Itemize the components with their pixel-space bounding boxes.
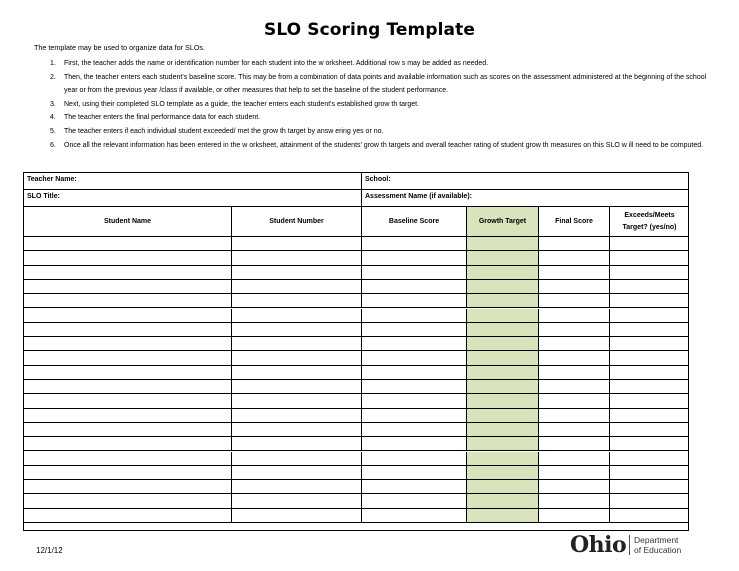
student-number-cell[interactable]	[231, 280, 361, 293]
growth-target-cell[interactable]	[466, 251, 538, 264]
step-number: 3.	[50, 100, 56, 108]
student-name-cell[interactable]	[24, 380, 231, 393]
growth-target-cell[interactable]	[466, 466, 538, 479]
instruction-step	[34, 111, 714, 125]
student-name-cell[interactable]	[24, 494, 231, 507]
exceeds-meets-cell[interactable]	[609, 280, 689, 293]
student-name-cell[interactable]	[24, 337, 231, 350]
baseline-score-cell[interactable]	[361, 452, 466, 465]
logo-divider	[629, 535, 630, 555]
final-score-cell[interactable]	[538, 509, 609, 522]
ohio-education-logo	[570, 533, 695, 557]
growth-target-cell[interactable]	[466, 337, 538, 350]
growth-target-cell[interactable]	[466, 452, 538, 465]
slo-assessment-row	[24, 190, 688, 207]
student-number-cell[interactable]	[231, 323, 361, 336]
student-name-cell[interactable]	[24, 323, 231, 336]
student-number-cell[interactable]	[231, 351, 361, 364]
growth-target-cell[interactable]	[466, 309, 538, 322]
exceeds-meets-cell[interactable]	[609, 466, 689, 479]
student-number-cell[interactable]	[231, 409, 361, 422]
table-row	[24, 280, 688, 294]
growth-target-cell[interactable]	[466, 380, 538, 393]
exceeds-meets-cell[interactable]	[609, 351, 689, 364]
instruction-step	[34, 139, 714, 153]
student-number-cell[interactable]	[231, 366, 361, 379]
final-score-cell[interactable]	[538, 380, 609, 393]
baseline-score-cell[interactable]	[361, 394, 466, 407]
student-number-cell[interactable]	[231, 394, 361, 407]
growth-target-cell[interactable]	[466, 323, 538, 336]
final-score-cell[interactable]	[538, 466, 609, 479]
page-title: SLO Scoring Template	[264, 20, 475, 40]
baseline-score-cell[interactable]	[361, 266, 466, 279]
student-number-cell[interactable]	[231, 237, 361, 250]
baseline-score-cell[interactable]	[361, 480, 466, 493]
column-header-student-number: Student Number	[231, 207, 361, 236]
step-text: Next, using their completed SLO template as a guide, the teacher enters each student's established grow th target.	[64, 100, 420, 108]
student-name-cell[interactable]	[24, 237, 231, 250]
teacher-name-label: Teacher Name:	[27, 176, 77, 183]
table-row	[24, 237, 688, 251]
final-score-cell[interactable]	[538, 337, 609, 350]
final-score-cell[interactable]	[538, 237, 609, 250]
growth-target-cell[interactable]	[466, 480, 538, 493]
column-header-growth-target: Growth Target	[466, 207, 538, 236]
table-row	[24, 394, 688, 408]
slo-title-label: SLO Title:	[27, 193, 60, 200]
growth-target-cell[interactable]	[466, 423, 538, 436]
column-header-student-name: Student Name	[103, 217, 152, 225]
exceeds-meets-cell[interactable]	[609, 509, 689, 522]
growth-target-cell[interactable]	[466, 294, 538, 307]
exceeds-meets-cell[interactable]	[609, 366, 689, 379]
exceeds-meets-cell[interactable]	[609, 309, 689, 322]
step-text: The teacher enters the final performance data for each student.	[64, 114, 261, 122]
exceeds-meets-cell[interactable]	[609, 266, 689, 279]
step-number: 2.	[50, 73, 56, 81]
step-text: Once all the relevant information has been entered in the w orksheet, attainment of the students’ grow th targets and overall teacher rating of student grow th measures on this SLO w ill need to be computed.	[64, 141, 704, 149]
student-name-cell[interactable]	[24, 480, 231, 493]
student-name-cell[interactable]	[24, 351, 231, 364]
step-number: 4.	[50, 114, 56, 122]
step-number: 1.	[50, 60, 56, 67]
step-number: 5.	[50, 127, 56, 135]
final-score-cell[interactable]	[538, 323, 609, 336]
baseline-score-cell[interactable]	[361, 366, 466, 379]
student-number-cell[interactable]	[231, 337, 361, 350]
table-row	[24, 480, 688, 494]
student-name-cell[interactable]	[24, 452, 231, 465]
final-score-cell[interactable]	[538, 251, 609, 264]
exceeds-meets-cell[interactable]	[609, 423, 689, 436]
logo-dept-line1: Department	[634, 535, 679, 545]
teacher-name-field[interactable]	[24, 173, 361, 189]
student-name-cell[interactable]	[24, 466, 231, 479]
baseline-score-cell[interactable]	[361, 251, 466, 264]
exceeds-meets-cell[interactable]	[609, 480, 689, 493]
exceeds-meets-cell[interactable]	[609, 452, 689, 465]
student-name-cell[interactable]	[24, 280, 231, 293]
final-score-cell[interactable]	[538, 266, 609, 279]
table-row	[24, 266, 688, 280]
student-number-cell[interactable]	[231, 266, 361, 279]
student-name-cell[interactable]	[24, 294, 231, 307]
scoring-sheet	[23, 172, 689, 531]
growth-target-cell[interactable]	[466, 394, 538, 407]
logo-wordmark: Ohio	[570, 532, 627, 558]
baseline-score-cell[interactable]	[361, 494, 466, 507]
growth-target-cell[interactable]	[466, 237, 538, 250]
exceeds-meets-cell[interactable]	[609, 437, 689, 450]
exceeds-meets-cell[interactable]	[609, 237, 689, 250]
school-label: School:	[365, 176, 391, 183]
table-row	[24, 409, 688, 423]
table-row	[24, 380, 688, 394]
student-name-cell[interactable]	[24, 309, 231, 322]
logo-dept-line2: of Education	[634, 545, 682, 555]
student-name-cell[interactable]	[24, 409, 231, 422]
exceeds-meets-cell[interactable]	[609, 323, 689, 336]
final-score-cell[interactable]	[538, 494, 609, 507]
student-number-cell[interactable]	[231, 294, 361, 307]
growth-target-cell[interactable]	[466, 509, 538, 522]
baseline-score-cell[interactable]	[361, 309, 466, 322]
school-field[interactable]	[361, 173, 689, 189]
step-number: 6.	[50, 141, 56, 149]
final-score-cell[interactable]	[538, 309, 609, 322]
instruction-step	[34, 57, 714, 71]
column-header-final-score: Final Score	[538, 207, 609, 236]
growth-target-cell[interactable]	[466, 351, 538, 364]
exceeds-meets-cell[interactable]	[609, 494, 689, 507]
table-row	[24, 366, 688, 380]
student-name-cell[interactable]	[24, 509, 231, 522]
growth-target-cell[interactable]	[466, 280, 538, 293]
final-score-cell[interactable]	[538, 351, 609, 364]
table-row	[24, 437, 688, 451]
assessment-name-label: Assessment Name (if available):	[365, 193, 472, 200]
growth-target-cell[interactable]	[466, 409, 538, 422]
baseline-score-cell[interactable]	[361, 409, 466, 422]
table-row	[24, 509, 688, 523]
exceeds-meets-cell[interactable]	[609, 294, 689, 307]
baseline-score-cell[interactable]	[361, 437, 466, 450]
student-name-cell[interactable]	[24, 366, 231, 379]
instruction-step	[34, 98, 714, 112]
table-row	[24, 309, 688, 323]
final-score-cell[interactable]	[538, 394, 609, 407]
step-text: Then, the teacher enters each student’s baseline score. This may be from a combination of data points and available information such as scores on the assessment administered at the beginning of the school year or from the previous year /class if available, or other measures that help to set the baseline of the student performance.	[64, 73, 707, 95]
student-number-cell[interactable]	[231, 437, 361, 450]
baseline-score-cell[interactable]	[361, 351, 466, 364]
table-row	[24, 351, 688, 365]
baseline-score-cell[interactable]	[361, 380, 466, 393]
instruction-step	[34, 71, 714, 98]
final-score-cell[interactable]	[538, 423, 609, 436]
exceeds-meets-cell[interactable]	[609, 380, 689, 393]
table-row	[24, 294, 688, 308]
student-number-cell[interactable]	[231, 423, 361, 436]
final-score-cell[interactable]	[538, 280, 609, 293]
footer-date: 12/1/12	[36, 546, 63, 555]
exceeds-meets-cell[interactable]	[609, 251, 689, 264]
logo-department	[634, 535, 681, 555]
table-row	[24, 323, 688, 337]
final-score-cell[interactable]	[538, 409, 609, 422]
table-row	[24, 337, 688, 351]
student-number-cell[interactable]	[231, 494, 361, 507]
final-score-cell[interactable]	[538, 294, 609, 307]
step-text: First, the teacher adds the name or identification number for each student into the w orksheet. Additional row s may be added as needed.	[64, 60, 489, 67]
final-score-cell[interactable]	[538, 480, 609, 493]
student-name-cell[interactable]	[24, 266, 231, 279]
growth-target-cell[interactable]	[466, 437, 538, 450]
student-name-cell[interactable]	[24, 423, 231, 436]
final-score-cell[interactable]	[538, 366, 609, 379]
student-number-cell[interactable]	[231, 509, 361, 522]
exceeds-meets-cell[interactable]	[609, 409, 689, 422]
final-score-cell[interactable]	[538, 437, 609, 450]
baseline-score-cell[interactable]	[361, 237, 466, 250]
table-row	[24, 423, 688, 437]
student-number-cell[interactable]	[231, 466, 361, 479]
exceeds-meets-cell[interactable]	[609, 337, 689, 350]
final-score-cell[interactable]	[538, 452, 609, 465]
intro-text: The template may be used to organize data for SLOs.	[34, 43, 205, 52]
instruction-step	[34, 125, 714, 139]
student-number-cell[interactable]	[231, 309, 361, 322]
baseline-score-cell[interactable]	[361, 280, 466, 293]
growth-target-cell[interactable]	[466, 266, 538, 279]
baseline-score-cell[interactable]	[361, 509, 466, 522]
slo-title-field[interactable]	[24, 190, 361, 206]
student-number-cell[interactable]	[231, 380, 361, 393]
exceeds-meets-cell[interactable]	[609, 394, 689, 407]
step-text: The teacher enters if each individual student exceeded/ met the grow th target by answ ering yes or no.	[64, 127, 384, 135]
baseline-score-cell[interactable]	[361, 294, 466, 307]
table-row	[24, 452, 688, 466]
assessment-name-field[interactable]	[361, 190, 689, 206]
column-header-baseline-score: Baseline Score	[361, 207, 466, 236]
student-number-cell[interactable]	[231, 480, 361, 493]
baseline-score-cell[interactable]	[361, 323, 466, 336]
baseline-score-cell[interactable]	[361, 423, 466, 436]
instruction-list	[34, 57, 714, 152]
table-header	[24, 207, 688, 237]
table-row	[24, 494, 688, 508]
table-row	[24, 466, 688, 480]
student-name-cell[interactable]	[24, 394, 231, 407]
student-name-cell[interactable]	[24, 437, 231, 450]
growth-target-cell[interactable]	[466, 494, 538, 507]
teacher-school-row	[24, 173, 688, 190]
student-name-cell[interactable]	[24, 251, 231, 264]
student-number-cell[interactable]	[231, 452, 361, 465]
table-row	[24, 251, 688, 265]
student-number-cell[interactable]	[231, 251, 361, 264]
baseline-score-cell[interactable]	[361, 466, 466, 479]
column-header-exceeds-meets: Exceeds/Meets Target? (yes/no)	[609, 207, 689, 236]
baseline-score-cell[interactable]	[361, 337, 466, 350]
growth-target-cell[interactable]	[466, 366, 538, 379]
